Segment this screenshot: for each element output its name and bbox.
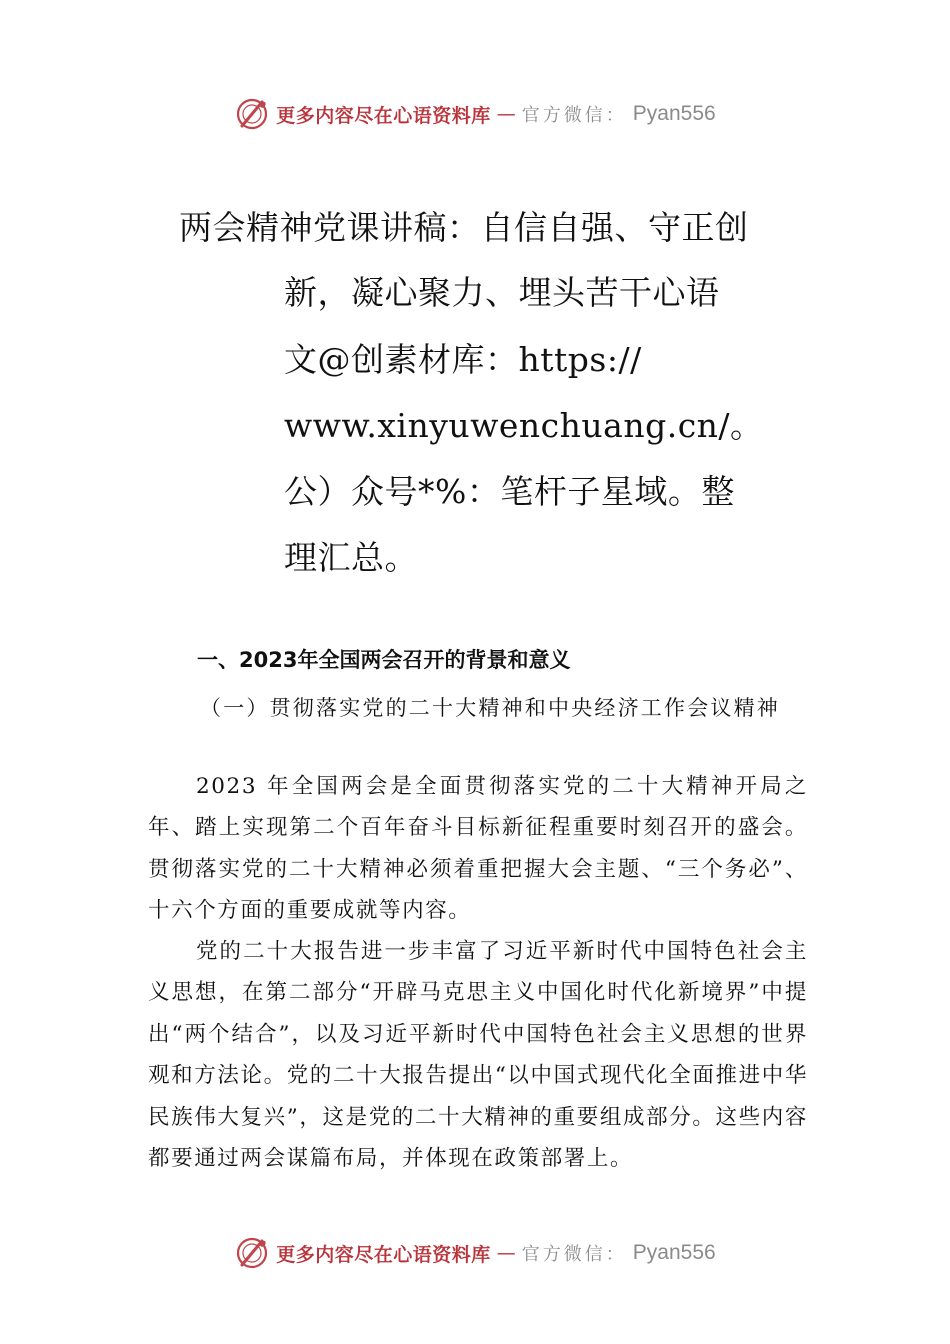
watermark-wechat-id: Pyan556: [632, 102, 716, 125]
body-paragraph: 2023 年全国两会是全面贯彻落实党的二十大精神开局之年、踏上实现第二个百年奋斗目标新征程重要时刻召开的盛会。贯彻落实党的二十大精神必须着重把握大会主题、“三个务必”、十六个方面的重要成就等内容。: [148, 774, 808, 924]
watermark-wechat-id: Pyan556: [632, 1241, 716, 1264]
watermark-dash: —: [496, 103, 516, 125]
watermark-dash: —: [496, 1242, 516, 1264]
title-line: 两会精神党课讲稿：自信自强、守正创: [179, 208, 749, 247]
watermark-library-text: 更多内容尽在心语资料库: [276, 104, 491, 127]
title-line: 文@创素材库：https://: [284, 340, 642, 379]
footer-watermark: [0, 1233, 950, 1273]
header-watermark: [0, 94, 950, 134]
title-line: 理汇总。: [284, 538, 418, 577]
title-line: 新，凝心聚力、埋头苦干心语: [284, 273, 720, 312]
watermark-library-text: 更多内容尽在心语资料库: [276, 1243, 491, 1266]
quill-seal-logo-icon: [234, 1235, 270, 1271]
title-line: 公）众号*%：笔杆子星域。整: [284, 472, 735, 511]
watermark-wechat-label: 官方微信：: [521, 105, 627, 126]
quill-seal-logo-icon: [234, 96, 270, 132]
body-paragraph: 党的二十大报告进一步丰富了习近平新时代中国特色社会主义思想，在第二部分“开辟马克思主义中国化时代化新境界”中提出“两个结合”，以及习近平新时代中国特色社会主义思想的世界观和方法论。党的二十大报告提出“以中国式现代化全面推进中华民族伟大复兴”，这是党的二十大精神的重要组成部分。这些内容都要通过两会谋篇布局，并体现在政策部署上。: [148, 939, 808, 1172]
watermark-wechat-label: 官方微信：: [521, 1244, 627, 1265]
subsection-heading: （一）贯彻落实党的二十大精神和中央经济工作会议精神: [200, 696, 780, 720]
title-line: www.xinyuwenchuang.cn/。: [284, 406, 764, 445]
section-heading: 一、2023年全国两会召开的背景和意义: [197, 648, 571, 672]
